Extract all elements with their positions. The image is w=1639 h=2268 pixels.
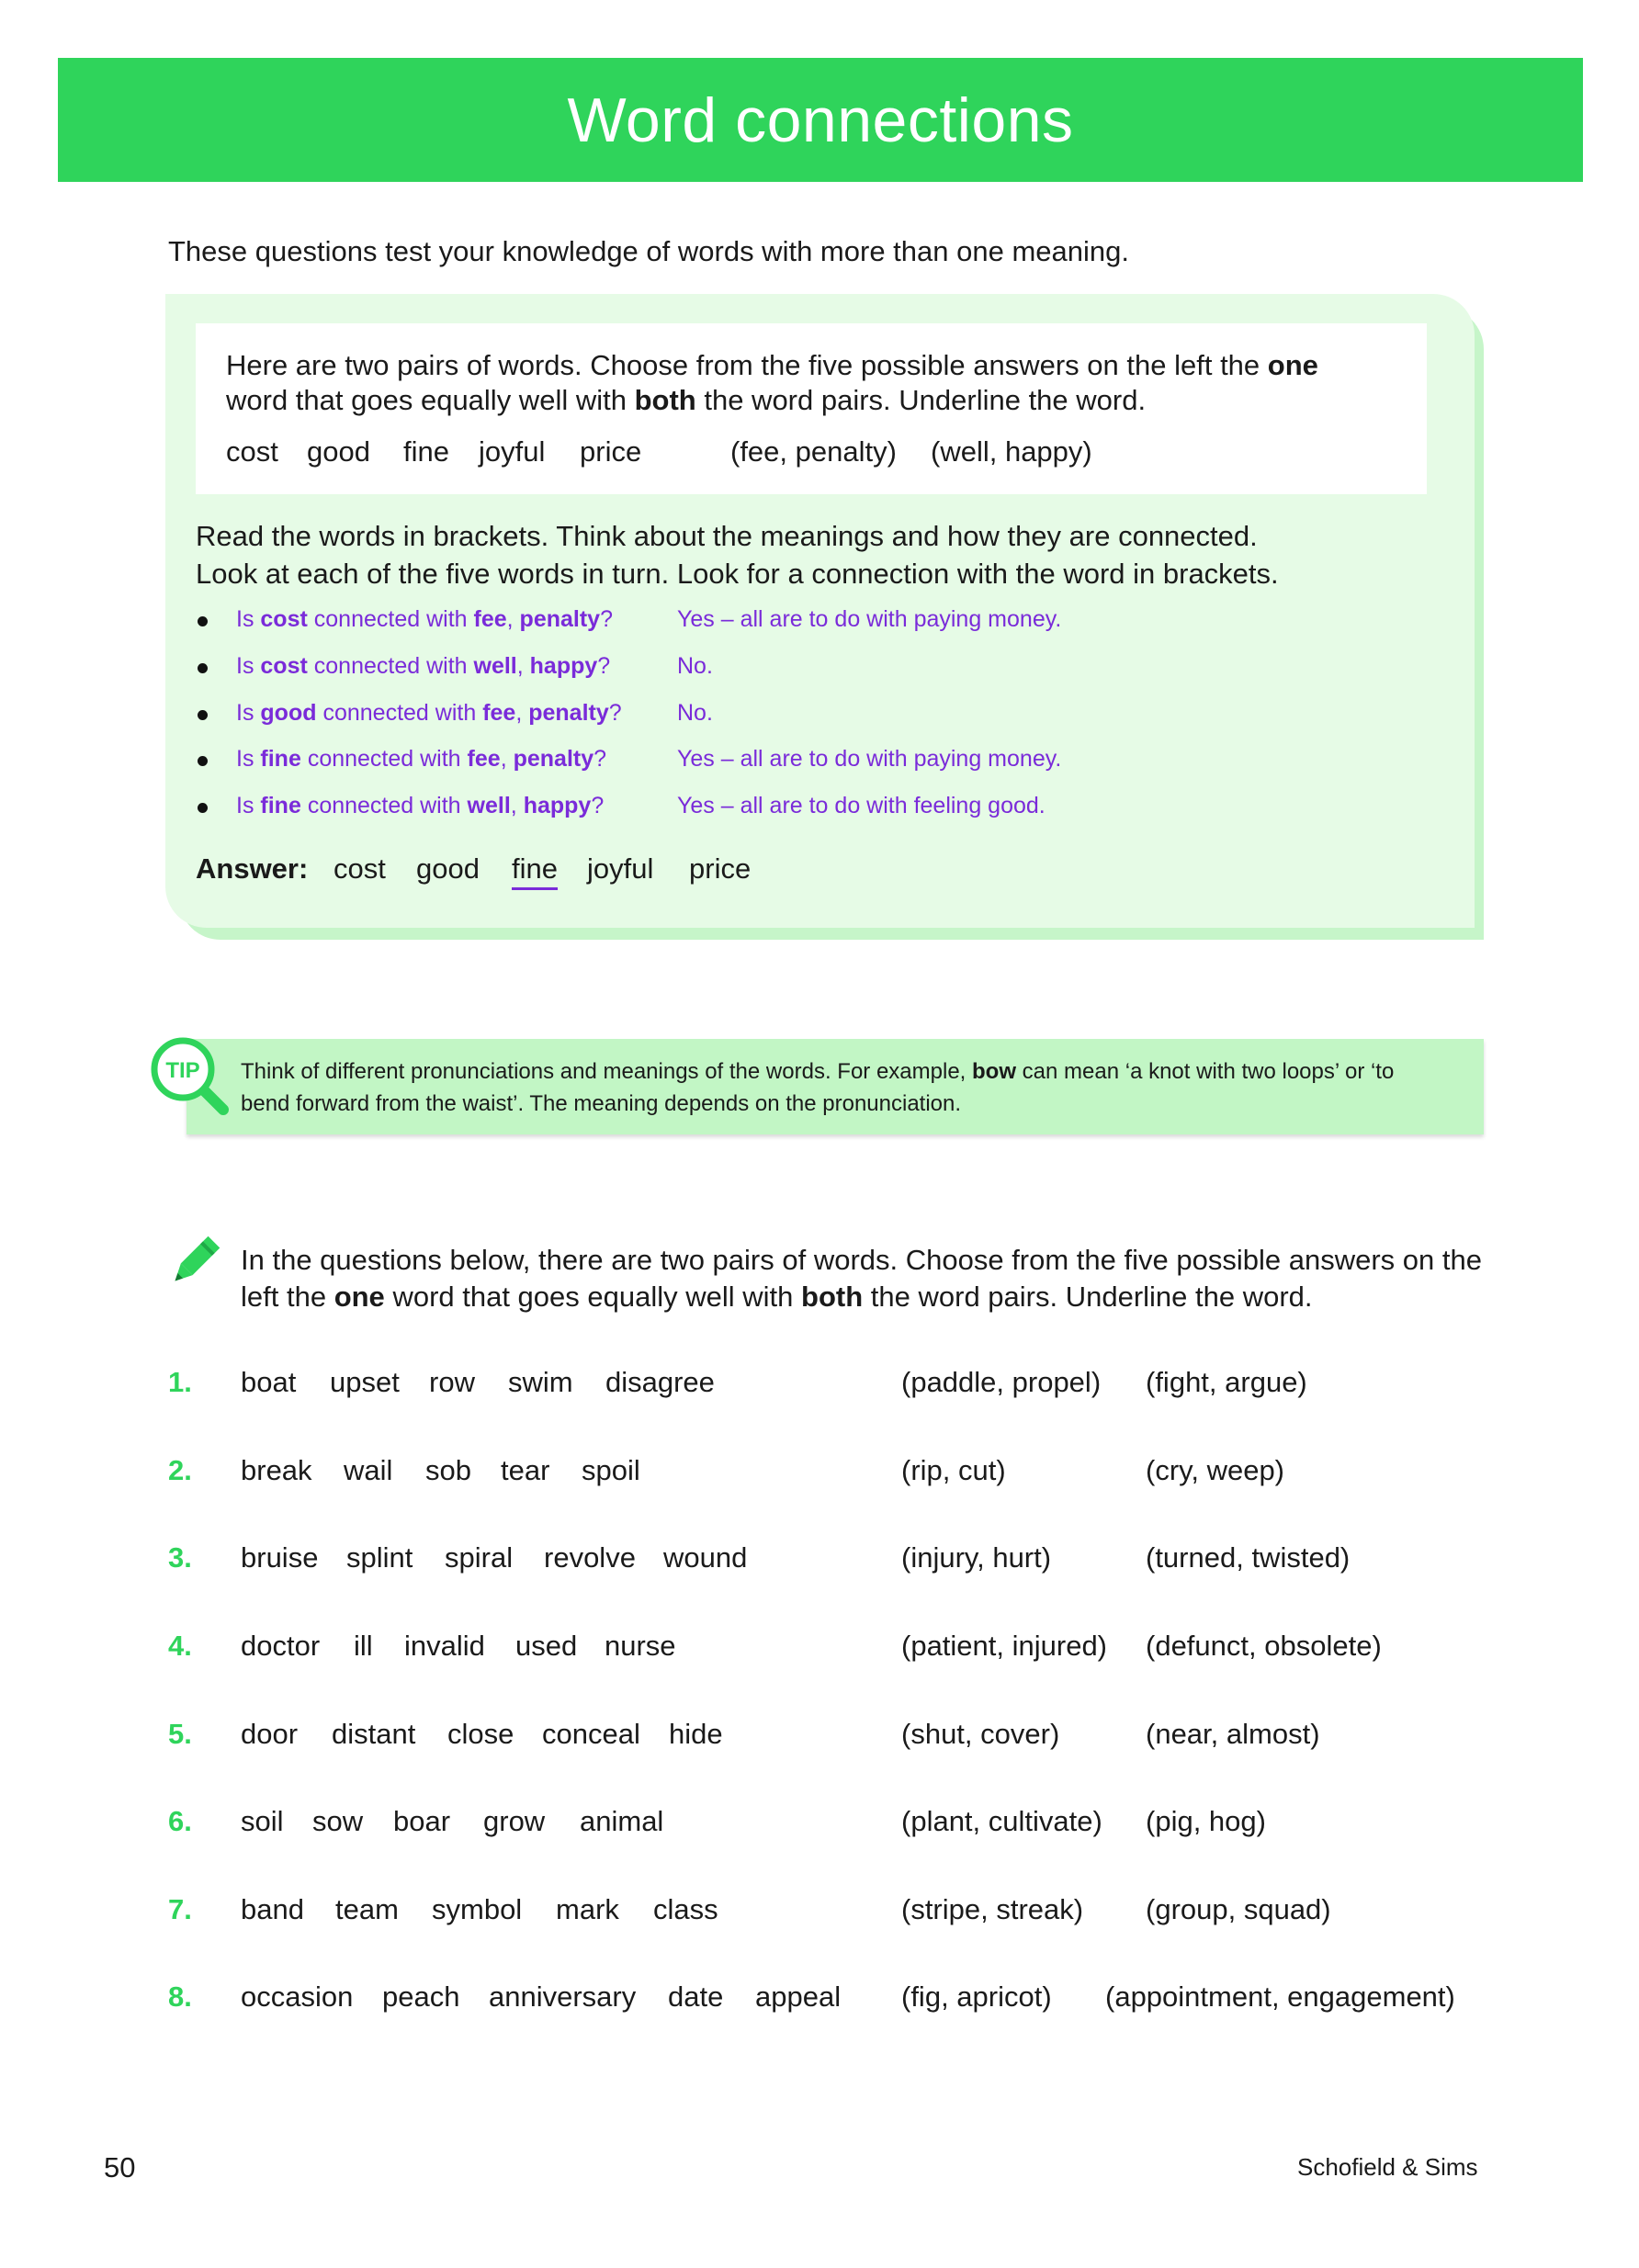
question-row (0, 1980, 1639, 2021)
choice-word[interactable]: boar (393, 1805, 451, 1837)
choice-word[interactable]: upset (330, 1366, 400, 1398)
choice-word[interactable]: ill (354, 1630, 373, 1662)
word-pair-2: (pig, hog) (1146, 1805, 1266, 1837)
bullet-answer: No. (677, 700, 713, 726)
word-pair-1: (plant, cultivate) (901, 1805, 1102, 1837)
example-word[interactable]: joyful (479, 435, 546, 468)
answer-word[interactable]: price (689, 852, 752, 885)
choice-word[interactable]: peach (382, 1980, 460, 2013)
explanation-line-1: Read the words in brackets. Think about the meanings and how they are connected. (196, 520, 1258, 552)
word-pair-2: (fight, argue) (1146, 1366, 1307, 1398)
question-number: 8. (168, 1980, 192, 2013)
choice-word[interactable]: row (429, 1366, 475, 1398)
choice-word[interactable]: break (241, 1454, 312, 1486)
word-pair-1: (shut, cover) (901, 1718, 1060, 1750)
question-number: 5. (168, 1718, 192, 1750)
question-row (0, 1805, 1639, 1845)
choice-word[interactable]: invalid (404, 1630, 485, 1662)
word-pair-2: (defunct, obsolete) (1146, 1630, 1382, 1662)
instructions-text-3: the word pairs. Underline the word. (870, 1281, 1313, 1313)
answer-word-underlined[interactable]: fine (512, 852, 558, 890)
instructions-text-2: word that goes equally well with (392, 1281, 794, 1313)
bullet-question: Is good connected with fee, penalty? (236, 700, 622, 726)
bullet-question: Is cost connected with well, happy? (236, 653, 611, 679)
word-pair-1: (stripe, streak) (901, 1893, 1084, 1925)
choice-word[interactable]: symbol (432, 1893, 523, 1925)
bullet-dot (198, 710, 208, 720)
choice-word[interactable]: wound (663, 1541, 748, 1574)
exercise-instructions (241, 1242, 1527, 1315)
page-number: 50 (104, 2151, 136, 2183)
choice-word[interactable]: revolve (544, 1541, 636, 1574)
answer-word[interactable]: cost (333, 852, 386, 885)
example-word[interactable]: price (580, 435, 642, 468)
question-row (0, 1630, 1639, 1670)
choice-word[interactable]: used (515, 1630, 578, 1662)
question-number: 3. (168, 1541, 192, 1574)
example-instruction-text: Here are two pairs of words. Choose from the five possible answers on the left the (226, 349, 1260, 381)
choice-word[interactable]: conceal (542, 1718, 640, 1750)
answer-word[interactable]: joyful (587, 852, 654, 885)
instructions-bold-one: one (333, 1281, 385, 1313)
question-row (0, 1541, 1639, 1582)
question-row (0, 1366, 1639, 1406)
page-title: Word connections (567, 85, 1074, 155)
example-words-row (196, 435, 1427, 472)
choice-word[interactable]: wail (344, 1454, 393, 1486)
word-pair-2: (group, squad) (1146, 1893, 1331, 1925)
question-number: 1. (168, 1366, 192, 1398)
example-instruction-line-1 (226, 349, 1318, 382)
explanation-line-2: Look at each of the five words in turn. Look for a connection with the word in brackets. (196, 558, 1279, 590)
question-number: 7. (168, 1893, 192, 1925)
choice-word[interactable]: animal (580, 1805, 664, 1837)
example-explanation (196, 517, 1279, 592)
choice-word[interactable]: doctor (241, 1630, 321, 1662)
title-banner (58, 58, 1583, 182)
word-pair-2: (cry, weep) (1146, 1454, 1285, 1486)
magnifier-tip-icon (150, 1036, 229, 1115)
word-pair-2: (turned, twisted) (1146, 1541, 1351, 1574)
choice-word[interactable]: close (447, 1718, 514, 1750)
example-instruction-text-2: word that goes equally well with (226, 384, 627, 416)
choice-word[interactable]: spoil (582, 1454, 640, 1486)
bullet-question: Is cost connected with fee, penalty? (236, 606, 613, 632)
example-instruction-bold-one: one (1267, 349, 1318, 381)
choice-word[interactable]: occasion (241, 1980, 354, 2013)
choice-word[interactable]: band (241, 1893, 304, 1925)
choice-word[interactable]: boat (241, 1366, 297, 1398)
publisher-name: Schofield & Sims (1297, 2153, 1478, 2181)
tip-text-bold: bow (972, 1059, 1016, 1084)
example-word[interactable]: fine (403, 435, 449, 468)
choice-word[interactable]: nurse (605, 1630, 676, 1662)
choice-word[interactable]: splint (346, 1541, 413, 1574)
question-number: 2. (168, 1454, 192, 1486)
question-number: 4. (168, 1630, 192, 1662)
choice-word[interactable]: mark (556, 1893, 619, 1925)
example-word[interactable]: good (307, 435, 370, 468)
bullet-dot (198, 616, 208, 626)
choice-word[interactable]: spiral (445, 1541, 514, 1574)
intro-text: These questions test your knowledge of words with more than one meaning. (168, 235, 1129, 267)
bullet-answer: No. (677, 653, 713, 679)
choice-word[interactable]: grow (483, 1805, 546, 1837)
bullet-dot (198, 663, 208, 673)
word-pair-2: (near, almost) (1146, 1718, 1320, 1750)
example-instruction-text-3: the word pairs. Underline the word. (704, 384, 1147, 416)
bullet-answer: Yes – all are to do with paying money. (677, 746, 1062, 772)
example-pair-1: (fee, penalty) (730, 435, 897, 468)
word-pair-1: (rip, cut) (901, 1454, 1006, 1486)
choice-word[interactable]: soil (241, 1805, 284, 1837)
choice-word[interactable]: date (668, 1980, 724, 2013)
choice-word[interactable]: class (653, 1893, 718, 1925)
answer-label: Answer: (196, 852, 309, 885)
question-number: 6. (168, 1805, 192, 1837)
question-row (0, 1893, 1639, 1934)
word-pair-1: (fig, apricot) (901, 1980, 1052, 2013)
word-pair-2: (appointment, engagement) (1105, 1980, 1455, 2013)
bullet-dot (198, 756, 208, 766)
answer-word[interactable]: good (416, 852, 480, 885)
tip-text (241, 1055, 1435, 1120)
choice-word[interactable]: distant (332, 1718, 416, 1750)
bullet-question: Is fine connected with fee, penalty? (236, 746, 607, 772)
bullet-answer: Yes – all are to do with paying money. (677, 606, 1062, 632)
word-pair-1: (patient, injured) (901, 1630, 1108, 1662)
tip-text-1: Think of different pronunciations and meanings of the words. For example, (241, 1059, 966, 1084)
choice-word[interactable]: bruise (241, 1541, 319, 1574)
bullet-answer: Yes – all are to do with feeling good. (677, 793, 1046, 818)
word-pair-1: (injury, hurt) (901, 1541, 1052, 1574)
choice-word[interactable]: tear (501, 1454, 550, 1486)
pencil-icon (165, 1234, 222, 1291)
choice-word[interactable]: appeal (755, 1980, 842, 2013)
word-pair-1: (paddle, propel) (901, 1366, 1102, 1398)
choice-word[interactable]: swim (508, 1366, 573, 1398)
bullet-question: Is fine connected with well, happy? (236, 793, 605, 818)
choice-word[interactable]: door (241, 1718, 299, 1750)
choice-word[interactable]: sob (425, 1454, 471, 1486)
tip-text-2: can mean ‘a knot with two loops’ or ‘to bend forward from the waist’. The meaning depends on the pronunciation. (241, 1059, 1395, 1116)
choice-word[interactable]: sow (312, 1805, 364, 1837)
choice-word[interactable]: team (335, 1893, 399, 1925)
instructions-bold-both: both (801, 1281, 864, 1313)
instructions-text-1: In the questions below, there are two pairs of words. Choose from the five possible answers on the left the (241, 1244, 1482, 1313)
tip-icon-label: TIP (165, 1058, 200, 1083)
choice-word[interactable]: hide (669, 1718, 723, 1750)
example-instruction-bold-both: both (634, 384, 696, 416)
choice-word[interactable]: anniversary (489, 1980, 637, 2013)
question-row (0, 1718, 1639, 1758)
question-row (0, 1454, 1639, 1495)
example-word[interactable]: cost (226, 435, 278, 468)
bullet-dot (198, 803, 208, 813)
choice-word[interactable]: disagree (605, 1366, 715, 1398)
example-pair-2: (well, happy) (931, 435, 1092, 468)
example-question-card (196, 323, 1427, 494)
example-instruction-line-2 (226, 384, 1146, 417)
